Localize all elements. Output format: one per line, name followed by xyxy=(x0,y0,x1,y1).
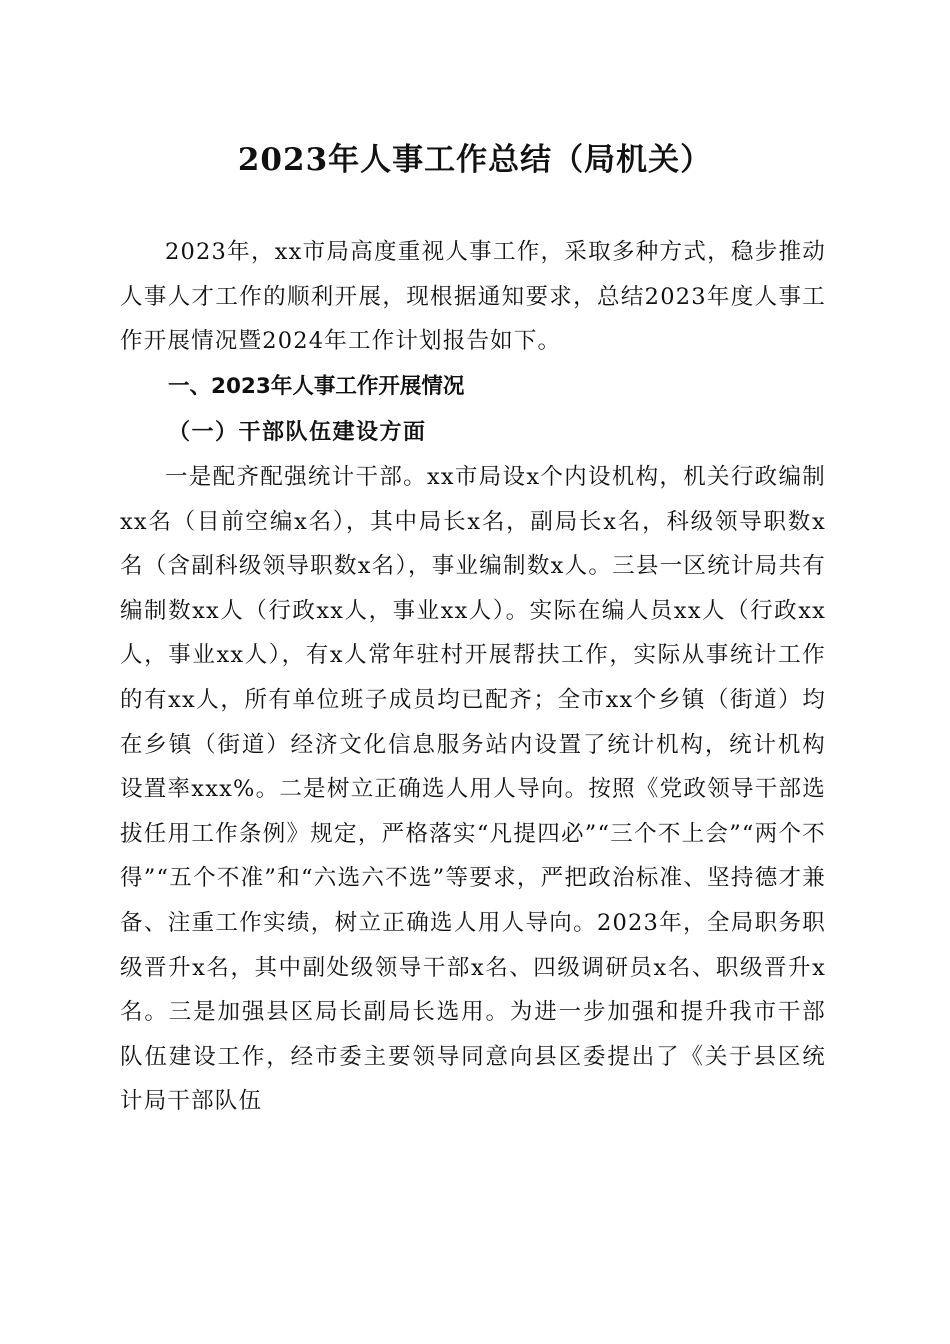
body-paragraph: 一是配齐配强统计干部。xx市局设x个内设机构，机关行政编制xx名（目前空编x名），其中局长x名，副局长x名，科级领导职数x名（含副科级领导职数x名），事业编制数x人。三县一区统计局共有编制数xx人（行政xx人，事业xx人）。实际在编人员xx人（行政xx人，事业xx人），有x人常年驻村开展帮扶工作，实际从事统计工作的有xx人，所有单位班子成员均已配齐；全市xx个乡镇（街道）均在乡镇（街道）经济文化信息服务站内设置了统计机构，统计机构设置率xxx%。二是树立正确选人用人导向。按照《党政领导干部选拔任用工作条例》规定，严格落实“凡提四必”“三个不上会”“两个不得”“五个不准”和“六选六不选”等要求，严把政治标准、坚持德才兼备、注重工作实绩，树立正确选人用人导向。2023年，全局职务职级晋升x名，其中副处级领导干部x名、四级调研员x名、职级晋升x名。三是加强县区局长副局长选用。为进一步加强和提升我市干部队伍建设工作，经市委主要领导同意向县区委提出了《关于县区统计局干部队伍 xyxy=(120,464,826,1115)
subsection-heading: （一）干部队伍建设方面 xyxy=(168,419,427,445)
intro-paragraph: 2023年，xx市局高度重视人事工作，采取多种方式，稳步推动人事人才工作的顺利开展，现根据通知要求，总结2023年度人事工作开展情况暨2024年工作计划报告如下。 xyxy=(120,239,826,355)
document-title: 2023年人事工作总结（局机关） xyxy=(237,142,713,178)
section-heading: 一、2023年人事工作开展情况 xyxy=(168,374,465,399)
